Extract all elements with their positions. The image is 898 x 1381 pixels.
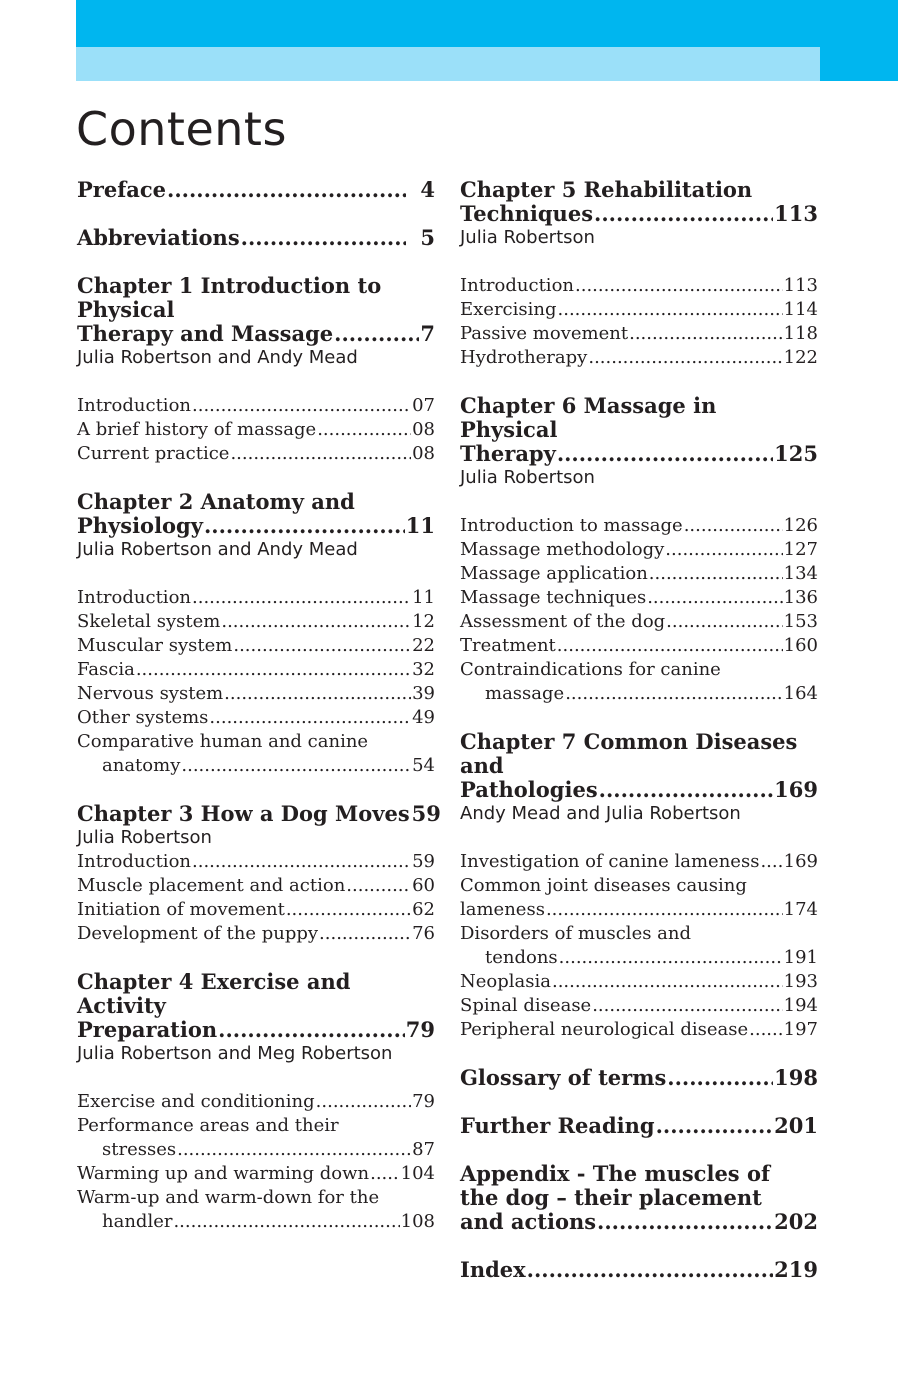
toc-entry[interactable] <box>460 850 818 874</box>
dot-leader <box>192 394 411 418</box>
page-number: 219 <box>774 1257 818 1282</box>
toc-entry-line: Warm-up and warm-down for the <box>77 1187 380 1208</box>
toc-entry[interactable] <box>77 442 435 466</box>
chapter-heading-title: Physiology <box>77 513 203 538</box>
front-matter <box>77 178 435 250</box>
toc-entry[interactable] <box>77 658 435 682</box>
chapter-heading[interactable] <box>460 442 818 466</box>
spacer <box>77 1066 435 1090</box>
toc-entry-line: Disorders of muscles and <box>460 923 692 944</box>
dot-leader <box>181 754 411 778</box>
left-chapters <box>77 273 441 1234</box>
page-number: 113 <box>774 201 818 226</box>
chapter-author: Andy Mead and Julia Robertson <box>460 803 741 824</box>
page-number: 39 <box>412 683 435 704</box>
page-number: 134 <box>783 563 818 584</box>
dot-leader <box>552 970 783 994</box>
dot-leader <box>667 1066 773 1090</box>
toc-entry[interactable] <box>460 298 818 322</box>
toc-entry-title: massage <box>485 683 565 704</box>
toc-entry[interactable] <box>460 994 818 1018</box>
dot-leader <box>316 1090 411 1114</box>
page-number: 164 <box>783 683 818 704</box>
dot-leader <box>647 586 782 610</box>
chapter-heading[interactable] <box>460 778 818 802</box>
page-number: 201 <box>774 1113 818 1138</box>
toc-entry-title: Fascia <box>77 659 135 680</box>
dot-leader <box>334 322 419 346</box>
dot-leader <box>177 1138 411 1162</box>
toc-entry[interactable] <box>460 274 818 298</box>
header-band-light <box>76 47 820 81</box>
toc-entry-title: Spinal disease <box>460 995 592 1016</box>
toc-entry[interactable] <box>460 346 818 370</box>
dot-leader <box>233 634 411 658</box>
page-number: 193 <box>783 971 818 992</box>
page-number: 54 <box>412 755 435 776</box>
chapter-title-line: Chapter 5 Rehabilitation <box>460 177 753 202</box>
chapter-block <box>77 490 435 778</box>
toc-entry[interactable] <box>77 418 435 442</box>
toc-entry-line: Comparative human and canine <box>77 731 369 752</box>
toc-entry[interactable] <box>77 922 435 946</box>
page-number: 79 <box>405 1017 435 1042</box>
page-number: 104 <box>400 1163 435 1184</box>
back-matter-heading[interactable] <box>460 1258 818 1282</box>
toc-entry-title: Massage methodology <box>460 539 665 560</box>
toc-entry[interactable] <box>77 682 435 706</box>
toc-entry[interactable] <box>460 970 818 994</box>
toc-entry[interactable] <box>77 1138 435 1162</box>
chapter-title-line: Chapter 1 Introduction to Physical <box>77 273 382 322</box>
toc-entry[interactable] <box>77 898 435 922</box>
toc-entry[interactable] <box>77 850 435 874</box>
page-number: 194 <box>783 995 818 1016</box>
chapter-author: Julia Robertson and Andy Mead <box>77 347 358 368</box>
toc-entry-title: Muscle placement and action <box>77 875 346 896</box>
toc-entry-title: anatomy <box>102 755 181 776</box>
page-number: 08 <box>412 419 435 440</box>
dot-leader <box>286 898 411 922</box>
toc-entry-title: Neoplasia <box>460 971 551 992</box>
toc-entry[interactable] <box>460 682 818 706</box>
page-number: 191 <box>783 947 818 968</box>
toc-entry[interactable] <box>77 706 435 730</box>
dot-leader <box>167 178 406 202</box>
chapter-title-line: Chapter 4 Exercise and Activity <box>77 969 351 1018</box>
toc-entry-title: Introduction <box>460 275 574 296</box>
toc-entry[interactable] <box>77 610 435 634</box>
chapter-heading[interactable] <box>77 1018 435 1042</box>
chapter-title-line: Chapter 2 Anatomy and <box>77 489 355 514</box>
dot-leader <box>594 202 773 226</box>
dot-leader <box>346 874 411 898</box>
toc-entry-title: Muscular system <box>77 635 233 656</box>
page-number: 126 <box>783 515 818 536</box>
back-matter-entry <box>460 1258 818 1282</box>
dot-leader <box>588 346 782 370</box>
toc-entry-line: Common joint diseases causing <box>460 875 747 896</box>
chapter-heading-title: Chapter 3 How a Dog Moves <box>77 801 410 826</box>
toc-entry-title: Massage techniques <box>460 587 647 608</box>
toc-entry[interactable] <box>460 538 818 562</box>
back-matter-line: Appendix - The muscles of <box>460 1161 770 1186</box>
page-number: 11 <box>412 587 435 608</box>
page-number: 11 <box>405 513 435 538</box>
right-chapters <box>460 178 818 1042</box>
page-number: 87 <box>412 1139 435 1160</box>
dot-leader <box>656 1114 774 1138</box>
toc-entry[interactable] <box>460 562 818 586</box>
back-matter-heading-title: Further Reading <box>460 1113 655 1138</box>
chapter-heading[interactable] <box>77 514 435 538</box>
dot-leader <box>666 610 782 634</box>
page-number: 198 <box>774 1065 818 1090</box>
chapter-block <box>460 394 818 706</box>
dot-leader <box>559 946 783 970</box>
toc-entry[interactable] <box>77 394 435 418</box>
toc-entry-title: lameness <box>460 899 545 920</box>
back-matter-line: the dog – their placement <box>460 1185 762 1210</box>
back-matter-heading[interactable] <box>460 1066 818 1090</box>
dot-leader <box>558 298 783 322</box>
toc-entry-title: stresses <box>102 1139 177 1160</box>
dot-leader <box>557 634 783 658</box>
page-number: 08 <box>412 443 435 464</box>
toc-entry[interactable] <box>77 634 435 658</box>
toc-entry-title: Massage application <box>460 563 648 584</box>
toc-entry-title: Initiation of movement <box>77 899 285 920</box>
toc-entry-title: A brief history of massage <box>77 419 317 440</box>
toc-entry-title: Hydrotherapy <box>460 347 588 368</box>
spacer <box>77 370 435 394</box>
dot-leader <box>629 322 783 346</box>
page-number: 7 <box>420 321 435 346</box>
dot-leader <box>224 682 411 706</box>
dot-leader <box>546 898 783 922</box>
page-number: 4 <box>420 177 435 202</box>
toc-entry[interactable] <box>460 586 818 610</box>
dot-leader <box>557 442 773 466</box>
dot-leader <box>575 274 783 298</box>
page-number: 169 <box>774 777 818 802</box>
toc-entry[interactable] <box>460 514 818 538</box>
chapter-block <box>460 178 818 370</box>
back-matter-heading[interactable] <box>460 1114 818 1138</box>
page-number: 174 <box>783 899 818 920</box>
dot-leader <box>209 706 411 730</box>
page-number: 113 <box>783 275 818 296</box>
page-number: 153 <box>783 611 818 632</box>
back-matter <box>460 1066 818 1282</box>
back-matter-entry <box>460 1114 818 1138</box>
toc-entry-title: Skeletal system <box>77 611 221 632</box>
page-number: 12 <box>412 611 435 632</box>
chapter-title-line: Chapter 6 Massage in Physical <box>460 393 717 442</box>
abbreviations-entry[interactable] <box>77 226 435 250</box>
dot-leader <box>241 226 407 250</box>
preface-entry-title: Preface <box>77 177 167 202</box>
chapter-author: Julia Robertson and Meg Robertson <box>77 1043 393 1064</box>
toc-entry[interactable] <box>460 898 818 922</box>
dot-leader <box>192 850 411 874</box>
page-number: 59 <box>411 801 441 826</box>
dot-leader <box>204 514 405 538</box>
dot-leader <box>218 1018 405 1042</box>
dot-leader <box>665 538 782 562</box>
dot-leader <box>749 1018 783 1042</box>
toc-entry-title: Current practice <box>77 443 230 464</box>
dot-leader <box>684 514 783 538</box>
chapter-block <box>77 274 435 466</box>
chapter-author: Julia Robertson <box>460 467 595 488</box>
page-title: Contents <box>76 102 287 156</box>
chapter-author: Julia Robertson and Andy Mead <box>77 539 358 560</box>
chapter-block <box>460 730 818 1042</box>
toc-entry-title: Introduction <box>77 851 191 872</box>
page-number: 59 <box>412 851 435 872</box>
page-number: 136 <box>783 587 818 608</box>
page-number: 22 <box>412 635 435 656</box>
page-number: 5 <box>420 225 435 250</box>
toc-entry-title: Introduction <box>77 395 191 416</box>
dot-leader <box>370 1162 400 1186</box>
toc-entry-title: Nervous system <box>77 683 224 704</box>
dot-leader <box>192 586 411 610</box>
toc-left-column <box>77 177 441 1258</box>
toc-entry-title: Warming up and warming down <box>77 1163 370 1184</box>
toc-entry-title: Other systems <box>77 707 209 728</box>
dot-leader <box>527 1258 774 1282</box>
back-matter-entry <box>460 1066 818 1090</box>
page-number: 202 <box>774 1209 818 1234</box>
page-number: 197 <box>783 1019 818 1040</box>
dot-leader <box>592 994 782 1018</box>
page-number: 169 <box>783 851 818 872</box>
spacer <box>460 490 818 514</box>
page-number: 125 <box>774 441 818 466</box>
toc-entry-line: Contraindications for canine <box>460 659 721 680</box>
toc-entry[interactable] <box>77 874 435 898</box>
toc-entry-title: Introduction <box>77 587 191 608</box>
abbreviations-entry-title: Abbreviations <box>77 225 240 250</box>
chapter-heading[interactable] <box>77 801 441 826</box>
dot-leader <box>317 418 411 442</box>
page-number: 62 <box>412 899 435 920</box>
page-number: 76 <box>412 923 435 944</box>
toc-entry-title: Exercise and conditioning <box>77 1091 315 1112</box>
preface-entry[interactable] <box>77 178 435 202</box>
dot-leader <box>319 922 411 946</box>
toc-entry[interactable] <box>460 610 818 634</box>
dot-leader <box>565 682 782 706</box>
spacer <box>460 250 818 274</box>
chapter-heading[interactable] <box>460 202 818 226</box>
dot-leader <box>649 562 783 586</box>
spacer <box>77 562 435 586</box>
toc-right-column <box>460 178 818 1306</box>
chapter-heading-title: Therapy <box>460 441 556 466</box>
toc-entry-title: tendons <box>485 947 558 968</box>
back-matter-heading-title: and actions <box>460 1209 597 1234</box>
toc-entry-title: handler <box>102 1211 173 1232</box>
toc-entry[interactable] <box>77 1210 435 1234</box>
chapter-heading-title: Therapy and Massage <box>77 321 334 346</box>
toc-entry[interactable] <box>77 754 435 778</box>
toc-entry-title: Exercising <box>460 299 557 320</box>
toc-entry[interactable] <box>77 586 435 610</box>
toc-entry-title: Development of the puppy <box>77 923 319 944</box>
back-matter-entry <box>460 1162 818 1234</box>
page-number: 118 <box>783 323 818 344</box>
chapter-heading[interactable] <box>77 322 435 346</box>
toc-entry-line: Performance areas and their <box>77 1115 339 1136</box>
page-number: 60 <box>412 875 435 896</box>
back-matter-heading[interactable] <box>460 1210 818 1234</box>
toc-entry-title: Treatment <box>460 635 556 656</box>
page-number: 127 <box>783 539 818 560</box>
dot-leader <box>599 778 774 802</box>
page-number: 49 <box>412 707 435 728</box>
chapter-block <box>77 801 441 946</box>
toc-entry-title: Assessment of the dog <box>460 611 666 632</box>
chapter-heading-title: Preparation <box>77 1017 218 1042</box>
toc-entry-title: Peripheral neurological disease <box>460 1019 749 1040</box>
back-matter-heading-title: Index <box>460 1257 526 1282</box>
toc-entry[interactable] <box>460 322 818 346</box>
toc-entry[interactable] <box>460 946 818 970</box>
back-matter-heading-title: Glossary of terms <box>460 1065 667 1090</box>
chapter-author: Julia Robertson <box>77 827 212 848</box>
dot-leader <box>221 610 411 634</box>
chapter-title-line: Chapter 7 Common Diseases and <box>460 729 798 778</box>
chapter-heading-title: Pathologies <box>460 777 598 802</box>
toc-entry[interactable] <box>460 634 818 658</box>
page-number: 108 <box>400 1211 435 1232</box>
page-number: 114 <box>783 299 818 320</box>
toc-entry-title: Introduction to massage <box>460 515 683 536</box>
page-number: 79 <box>412 1091 435 1112</box>
dot-leader <box>597 1210 773 1234</box>
page-number: 160 <box>783 635 818 656</box>
page-number: 32 <box>412 659 435 680</box>
toc-entry[interactable] <box>460 1018 818 1042</box>
toc-entry-title: Investigation of canine lameness <box>460 851 760 872</box>
dot-leader <box>173 1210 399 1234</box>
page-number: 122 <box>783 347 818 368</box>
chapter-block <box>77 970 435 1234</box>
dot-leader <box>760 850 782 874</box>
page-number: 07 <box>412 395 435 416</box>
chapter-author: Julia Robertson <box>460 227 595 248</box>
dot-leader <box>136 658 411 682</box>
chapter-heading-title: Techniques <box>460 201 594 226</box>
toc-entry[interactable] <box>77 1090 435 1114</box>
dot-leader <box>230 442 411 466</box>
toc-entry-title: Passive movement <box>460 323 629 344</box>
toc-entry[interactable] <box>77 1162 435 1186</box>
spacer <box>460 826 818 850</box>
